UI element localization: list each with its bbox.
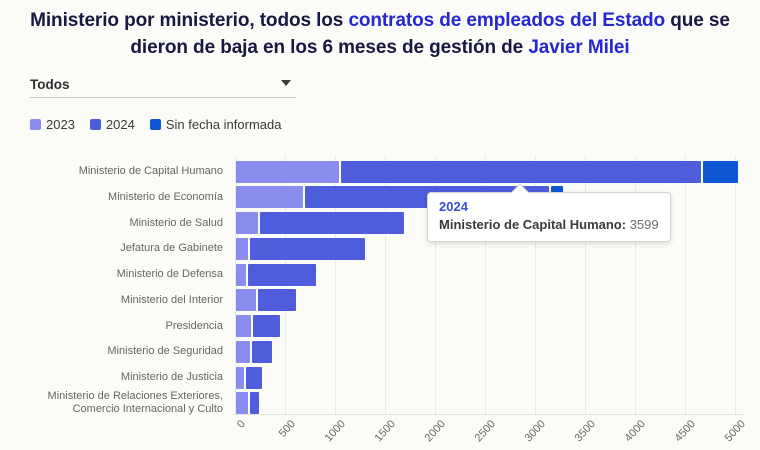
x-axis-tick-label: 3000 xyxy=(522,418,548,445)
tooltip-series: 2024 xyxy=(439,199,468,214)
legend-label: 2024 xyxy=(105,117,135,132)
category-label: Ministerio de Salud xyxy=(129,216,223,229)
x-axis-tick-label: 3500 xyxy=(572,418,598,445)
category-label: Ministerio del Interior xyxy=(120,293,223,306)
bar-segment-2023[interactable] xyxy=(236,264,246,286)
category-label: Ministerio de Relaciones Exteriores, Comercio Internacional y Culto xyxy=(47,390,223,416)
bar-segment-2023[interactable] xyxy=(236,212,258,234)
category-label: Ministerio de Justicia xyxy=(120,371,223,383)
bar-row[interactable] xyxy=(236,315,280,337)
x-axis-tick-label: 1500 xyxy=(372,418,398,445)
x-axis-tick-label: 4000 xyxy=(622,418,648,445)
chart-legend xyxy=(30,117,281,132)
bar-segment-2024[interactable] xyxy=(258,289,297,311)
bar-row[interactable] xyxy=(236,264,316,286)
bar-segment-2024[interactable] xyxy=(250,392,260,414)
x-axis-tick-label: 0 xyxy=(234,418,248,431)
x-axis-tick-label: 2000 xyxy=(422,418,448,445)
tooltip-value: 3599 xyxy=(629,217,659,232)
category-label: Ministerio de Economía xyxy=(108,190,223,203)
legend-label: Sin fecha informada xyxy=(165,117,282,132)
title-link[interactable]: Javier Milei xyxy=(528,37,630,58)
bar-segment-2023[interactable] xyxy=(236,392,248,414)
bar-row[interactable] xyxy=(236,341,272,363)
gridline xyxy=(685,155,686,414)
legend-item xyxy=(30,117,75,132)
category-label: Ministerio de Seguridad xyxy=(107,345,223,358)
bar-row[interactable] xyxy=(236,289,296,311)
category-label: Ministerio de Capital Humano xyxy=(78,165,223,177)
tooltip-body xyxy=(439,216,659,234)
legend-swatch-icon xyxy=(90,119,101,130)
tooltip-label: Ministerio de Capital Humano: xyxy=(439,217,627,232)
x-axis-tick-label: 5000 xyxy=(722,418,748,445)
bar-row[interactable] xyxy=(236,392,259,414)
bar-segment-2024[interactable] xyxy=(341,161,701,183)
filter-dropdown[interactable] xyxy=(30,74,296,98)
bar-row[interactable] xyxy=(236,212,404,234)
bar-segment-2024[interactable] xyxy=(246,367,263,389)
bar-segment-2024[interactable] xyxy=(250,238,365,260)
title-text: que se dieron de baja en los 6 meses de gestión de xyxy=(130,10,730,58)
bar-segment-2023[interactable] xyxy=(236,289,256,311)
bar-segment-2023[interactable] xyxy=(236,238,248,260)
x-axis-tick-label: 2500 xyxy=(472,418,498,445)
page-title xyxy=(23,7,737,61)
gridline xyxy=(735,155,736,414)
bar-segment-2024[interactable] xyxy=(260,212,404,234)
bar-row[interactable] xyxy=(236,161,738,183)
legend-item xyxy=(90,117,135,132)
bar-segment-2024[interactable] xyxy=(252,341,272,363)
bar-segment-2023[interactable] xyxy=(236,315,251,337)
bar-segment-2024[interactable] xyxy=(253,315,280,337)
legend-item xyxy=(150,117,282,132)
bar-segment-sin-fecha-informada[interactable] xyxy=(703,161,738,183)
bar-segment-2023[interactable] xyxy=(236,367,244,389)
caret-down-icon xyxy=(281,80,291,86)
x-axis-tick-label: 4500 xyxy=(672,418,698,445)
legend-label: 2023 xyxy=(46,117,75,132)
title-text: Ministerio por ministerio, todos los xyxy=(30,10,349,31)
x-axis-tick-label: 1000 xyxy=(322,418,348,445)
bar-segment-2024[interactable] xyxy=(248,264,316,286)
tooltip xyxy=(427,192,671,242)
title-link[interactable]: contratos de empleados del Estado xyxy=(348,10,666,31)
bar-segment-2023[interactable] xyxy=(236,341,250,363)
category-label: Ministerio de Defensa xyxy=(116,268,223,280)
category-label: Presidencia xyxy=(165,319,223,332)
bar-segment-2023[interactable] xyxy=(236,161,339,183)
legend-swatch-icon xyxy=(30,119,41,130)
bar-segment-2023[interactable] xyxy=(236,186,303,208)
x-axis-tick-label: 500 xyxy=(276,418,298,440)
legend-swatch-icon xyxy=(150,119,161,130)
x-axis-line xyxy=(233,414,745,415)
bar-row[interactable] xyxy=(236,367,262,389)
filter-selected-value: Todos xyxy=(30,77,70,92)
category-label: Jefatura de Gabinete xyxy=(120,242,223,255)
bar-row[interactable] xyxy=(236,238,365,260)
